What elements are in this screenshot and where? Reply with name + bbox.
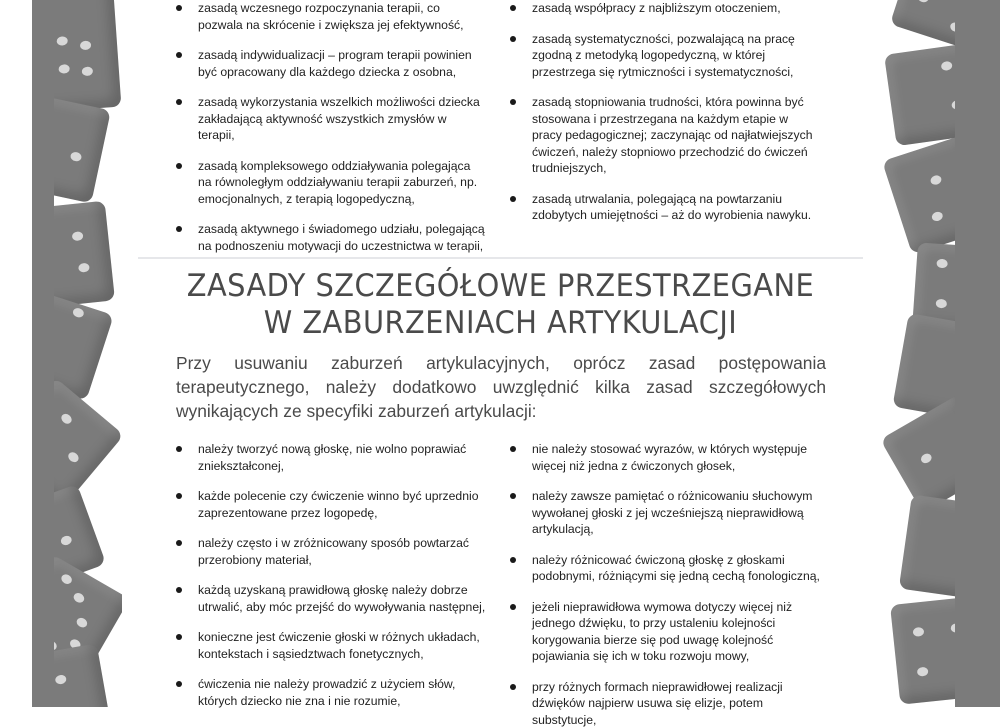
bullet-icon xyxy=(510,684,516,690)
bullet-icon xyxy=(176,681,182,687)
bullet-icon xyxy=(510,196,516,202)
list-item: zasadą wczesnego rozpoczynania terapii, co pozwala na skrócenie i zwiększa jej efektywność, xyxy=(176,0,486,33)
list-item: zasadą współpracy z najbliższym otoczeniem, xyxy=(510,0,820,17)
list-item: zasadą kompleksowego oddziaływania polegająca na równoległym oddziaływaniu terapii zaburzeń, np. emocjonalnych, z terapią logopedyczną, xyxy=(176,158,486,208)
list-item: zasadą utrwalania, polegającą na powtarzaniu zdobytych umiejętności – aż do wyrobienia nawyku. xyxy=(510,191,820,224)
section-intro: Przy usuwaniu zaburzeń artykulacyjnych, oprócz zasad postępowania terapeutycznego, należy dodatkowo uwzględnić kilka zasad szczegółowych wynikających ze specyfiki zaburzeń artykulacji: xyxy=(176,351,826,423)
list-item: konieczne jest ćwiczenie głoski w różnych układach, kontekstach i sąsiedztwach fonetycznych, xyxy=(176,629,486,662)
list-item: nie należy stosować wyrazów, w których występuje więcej niż jedna z ćwiczonych głosek, xyxy=(510,441,820,474)
bullet-icon xyxy=(510,604,516,610)
list-item: zasadą wykorzystania wszelkich możliwości dziecka zakładającą aktywność wszystkich zmysłów w terapii, xyxy=(176,94,486,144)
bullet-icon xyxy=(510,493,516,499)
bullet-icon xyxy=(176,446,182,452)
bullet-icon xyxy=(510,557,516,563)
list-item: należy różnicować ćwiczoną głoskę z głoskami podobnymi, różniącymi się jedną cechą fonologiczną, xyxy=(510,552,820,585)
general-principles-left xyxy=(176,0,486,254)
list-item: zasadą systematyczności, pozwalającą na pracę zgodną z metodyką logopedyczną, w której przestrzega się rytmiczności i systematyczności, xyxy=(510,31,820,81)
list-item: każdą uzyskaną prawidłową głoskę należy dobrze utrwalić, aby móc przejść do wywoływania następnej, xyxy=(176,582,486,615)
section-heading xyxy=(163,268,837,342)
left-edge-strip xyxy=(32,0,54,707)
bullet-icon xyxy=(176,226,182,232)
bullet-icon xyxy=(176,540,182,546)
bullet-icon xyxy=(176,493,182,499)
bullet-icon xyxy=(510,5,516,11)
bullet-icon xyxy=(510,446,516,452)
bullet-icon xyxy=(176,5,182,11)
list-item: każde polecenie czy ćwiczenie winno być uprzednio zaprezentowane przez logopedę, xyxy=(176,488,486,521)
detailed-principles-left xyxy=(176,441,486,709)
bullet-icon xyxy=(176,587,182,593)
list-item: zasadą stopniowania trudności, która powinna być stosowana i przestrzegana na każdym etapie w pracy pedagogicznej; zaczynając od najłatwiejszych ćwiczeń, należy stopniowo przechodzić do ćwiczeń trudniejszych, xyxy=(510,94,820,177)
bullet-icon xyxy=(510,36,516,42)
list-item: zasadą indywidualizacji – program terapii powinien być opracowany dla każdego dziecka z osobna, xyxy=(176,47,486,80)
list-item: należy zawsze pamiętać o różnicowaniu słuchowym wywołanej głoski z jej wcześniejszą nieprawidłową artykulacją, xyxy=(510,488,820,538)
list-item: zasadą aktywnego i świadomego udziału, polegającą na podnoszeniu motywacji do uczestnictwa w terapii, xyxy=(176,221,486,254)
section-divider xyxy=(138,257,863,259)
right-edge-strip xyxy=(955,0,1000,707)
heading-line-1: ZASADY SZCZEGÓŁOWE PRZESTRZEGANE xyxy=(163,268,837,305)
bullet-icon xyxy=(176,99,182,105)
bullet-icon xyxy=(176,634,182,640)
general-principles-right xyxy=(510,0,820,224)
list-item: jeżeli nieprawidłowa wymowa dotyczy więcej niż jednego dźwięku, to przy ustaleniu kolejności korygowania bierze się pod uwagę kolejność pojawiania się ich w toku rozwoju mowy, xyxy=(510,599,820,665)
bullet-icon xyxy=(176,163,182,169)
detailed-principles-right xyxy=(510,441,820,728)
list-item: ćwiczenia nie należy prowadzić z użyciem słów, których dziecko nie zna i nie rozumie, xyxy=(176,676,486,709)
list-item: należy często i w zróżnicowany sposób powtarzać przerobiony materiał, xyxy=(176,535,486,568)
list-item: przy różnych formach nieprawidłowej realizacji dźwięków najpierw usuwa się elizje, potem substytucje, xyxy=(510,679,820,728)
list-item: należy tworzyć nową głoskę, nie wolno poprawiać zniekształconej, xyxy=(176,441,486,474)
heading-line-2: W ZABURZENIACH ARTYKULACJI xyxy=(163,305,837,342)
bullet-icon xyxy=(176,52,182,58)
bullet-icon xyxy=(510,99,516,105)
